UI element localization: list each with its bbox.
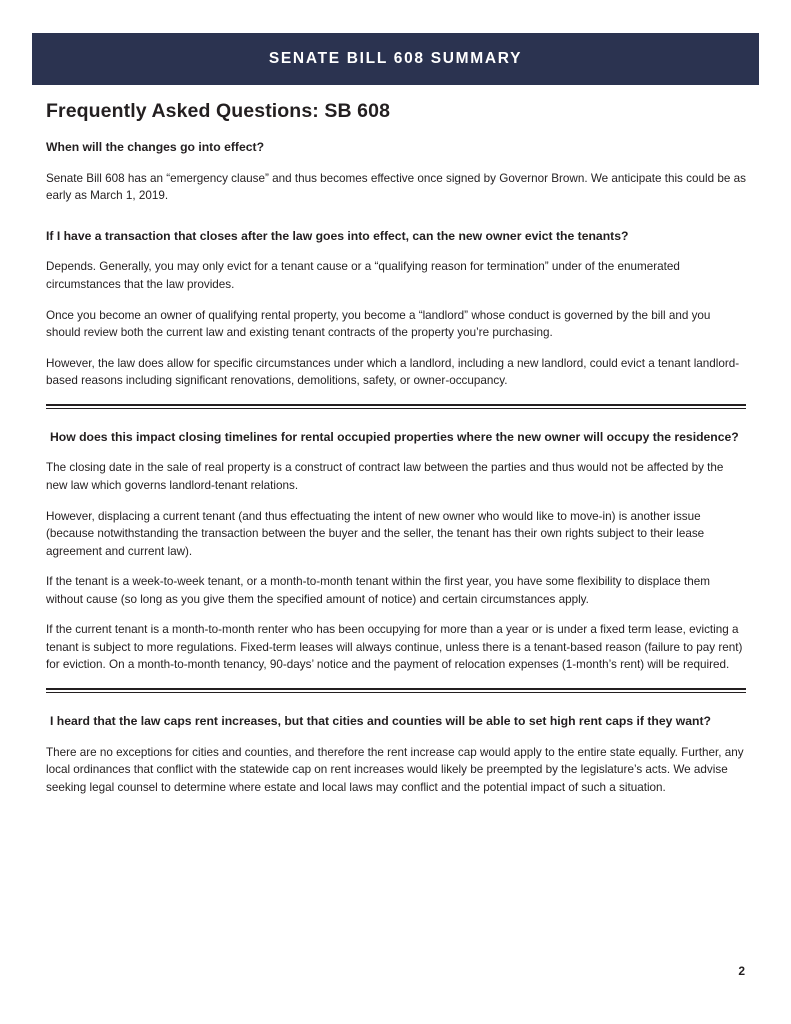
page-number: 2 [738,964,745,978]
faq-answer-4-paragraph-1: There are no exceptions for cities and counties, and therefore the rent increase cap would apply to the entire state equally. Further, any local ordinances that conflict with the statewide cap on rent increases would likely be preempted by the legislature’s acts. We advise seeking legal counsel to determine where estate and local laws may conflict and the potential impact of such a situation. [46,745,744,794]
faq-item-4 [46,713,746,796]
spacer [46,218,746,228]
faq-question-1: When will the changes go into effect? [46,140,265,154]
faq-answer-2-paragraph-2: Once you become an owner of qualifying rental property, you become a “landlord” whose conduct is governed by the bill and you should review both the current law and existing tenant contracts of the property you’re purchasing. [46,308,711,340]
faq-answer-1-paragraph-1: Senate Bill 608 has an “emergency clause” and thus becomes effective once signed by Governor Brown. We anticipate this could be as early as March 1, 2019. [46,171,746,203]
page-title: Frequently Asked Questions: SB 608 [46,100,391,122]
faq-question-4: I heard that the law caps rent increases, but that cities and counties will be able to set high rent caps if they want? [50,713,711,728]
faq-answer-3-paragraph-2: However, displacing a current tenant (and thus effectuating the intent of new owner who would like to move-in) is another issue (because notwithstanding the transaction between the buyer and the seller, the tenant has their own rights subject to their lease agreement and current law). [46,509,705,558]
header-title: SENATE BILL 608 SUMMARY [268,50,523,67]
faq-item-2 [46,228,746,390]
faq-answer-2-paragraph-3: However, the law does allow for specific circumstances under which a landlord, including a new landlord, could evict a tenant landlord-based reasons including significant renovations, demolitions, safety, or owner-occupancy. [46,356,740,388]
document-header-band [32,33,759,85]
faq-item-1 [46,139,746,205]
section-divider-1 [46,404,746,409]
faq-answer-3-paragraph-1: The closing date in the sale of real property is a construct of contract law between the parties and thus would not be affected by the new law which governs landlord-tenant relations. [46,461,724,492]
faq-answer-2-paragraph-1: Depends. Generally, you may only evict for a tenant cause or a “qualifying reason for termination” under of the enumerated circumstances that the law provides. [46,260,680,292]
document-content [46,100,746,809]
faq-question-2: If I have a transaction that closes after the law goes into effect, can the new owner evict the tenants? [46,228,629,243]
faq-item-3 [46,429,746,674]
faq-question-3: How does this impact closing timelines for rental occupied properties where the new owner will occupy the residence? [50,429,739,444]
faq-answer-3-paragraph-4: If the current tenant is a month-to-month renter who has been occupying for more than a year or is under a fixed term lease, evicting a tenant is subject to more regulations. Fixed-term leases will always continue, unless there is a tenant-based reason (failure to pay rent) for eviction. On a month-to-month tenancy, 90-days’ notice and the payment of relocation expenses (1-month’s rent) will be required. [46,623,743,672]
faq-answer-3-paragraph-3: If the tenant is a week-to-week tenant, or a month-to-month tenant within the first year, you have some flexibility to displace them without cause (so long as you give them the specified amount of notice) and certain circumstances apply. [46,575,710,606]
section-divider-2 [46,688,746,693]
